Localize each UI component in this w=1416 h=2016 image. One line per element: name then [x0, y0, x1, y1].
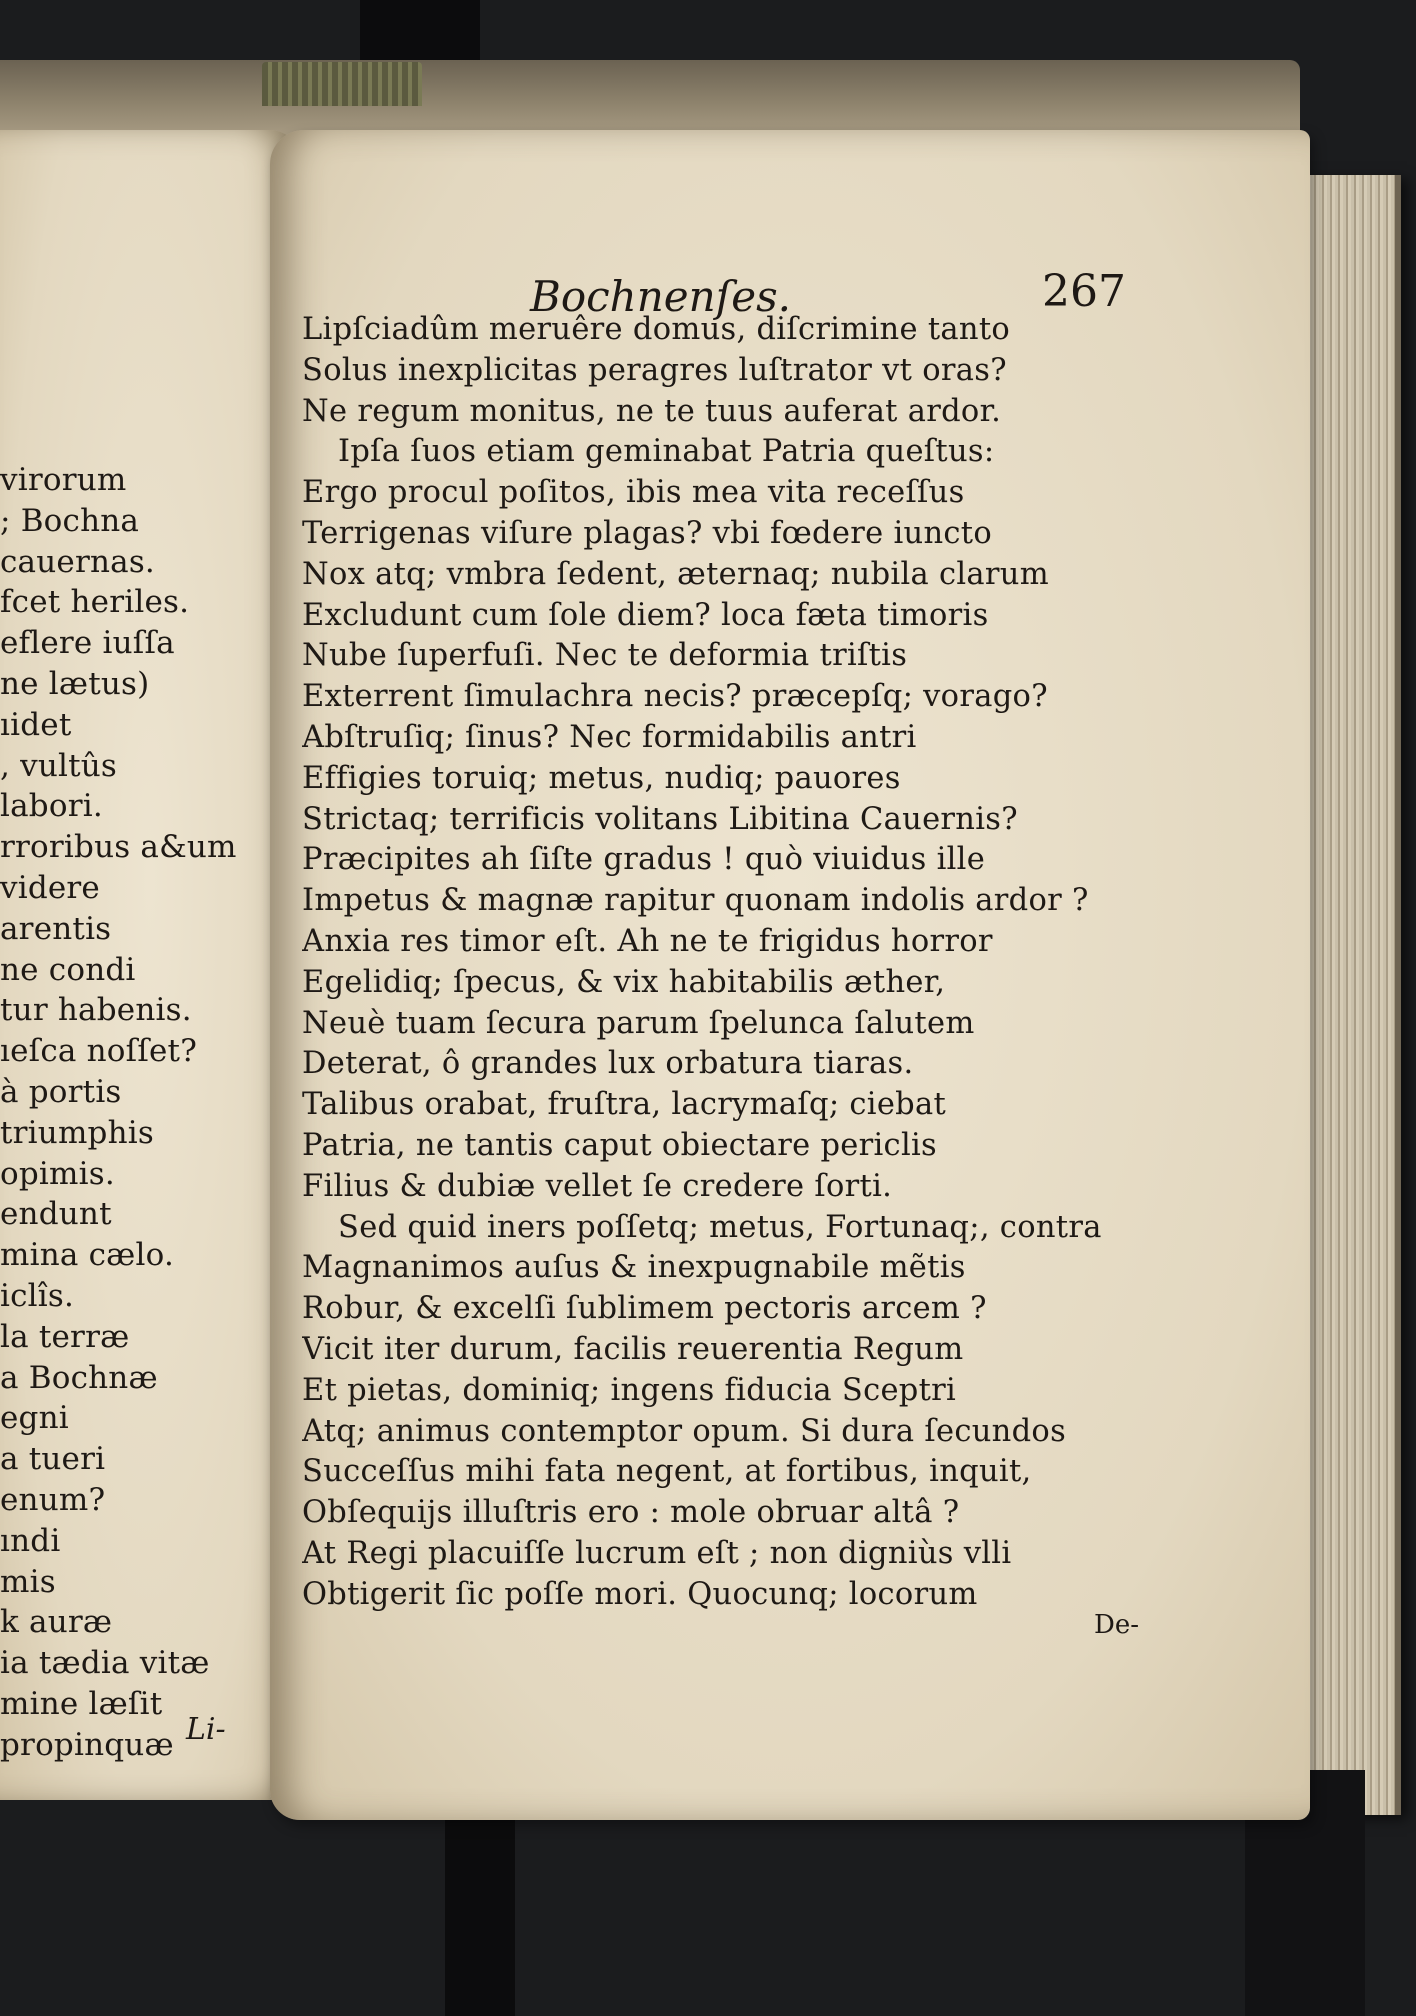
text-line: enum? [0, 1481, 106, 1518]
verse-line: Obſequijs illuſtris ero : mole obruar altâ ? [302, 1495, 960, 1531]
verse-line: Egelidiq; ſpecus, & vix habitabilis æther, [302, 964, 946, 1000]
text-line: rroribus a&um [0, 829, 237, 866]
text-line: fcet heriles. [0, 584, 190, 621]
text-line: cauernas. [0, 543, 155, 580]
verse-line: Talibus orabat, fruſtra, lacrymaſq; ciebat [302, 1087, 947, 1123]
text-line: ındi [0, 1522, 61, 1559]
text-line: a tueri [0, 1441, 106, 1478]
verse-line: Lipſciadûm meruêre domus, diſcrimine tanto [302, 312, 1011, 347]
text-line: ; Bochna [0, 502, 140, 539]
verse-line: Effigies toruiq; metus, nudiq; pauores [302, 760, 901, 796]
text-line: endunt [0, 1196, 112, 1233]
verse-line: Anxia res timor eſt. Ah ne te frigidus horror [302, 923, 993, 959]
verse-line: Deterat, ô grandes lux orbatura tiaras. [302, 1046, 914, 1082]
verse-line: Succeſſus mihi fata negent, at fortibus, inquit, [302, 1454, 1032, 1490]
verse-line: Nox atq; vmbra ſedent, æternaq; nubila clarum [302, 556, 1049, 592]
text-line: eflere iuſſa [0, 625, 175, 662]
text-line: ıeſca noſſet? [0, 1033, 198, 1070]
text-line: videre [0, 869, 100, 906]
text-line: la terræ [0, 1318, 130, 1355]
text-line: a Bochnæ [0, 1359, 158, 1396]
verse-line: Solus inexplicitas peragres luſtrator vt oras? [302, 352, 1007, 388]
text-line: tur habenis. [0, 992, 192, 1029]
text-line: à portis [0, 1073, 122, 1110]
page-number: 267 [1042, 266, 1126, 317]
right-page-text [302, 310, 1162, 1616]
headband [262, 62, 422, 106]
verse-line: Magnanimos auſus & inexpugnabile mẽtis [302, 1250, 966, 1286]
verse-line: Robur, & excelſi ſublimem pectoris arcem ? [302, 1291, 987, 1327]
text-line: mine læſit [0, 1685, 163, 1722]
verse-line: Abſtruſiq; ſinus? Nec formidabilis antri [302, 719, 917, 755]
text-line: propinquæ [0, 1726, 174, 1763]
text-line: mis [0, 1563, 56, 1600]
verse-line: Ne regum monitus, ne te tuus auferat ardor. [302, 393, 1002, 429]
verse-line: Excludunt cum ſole diem? loca fæta timoris [302, 597, 989, 633]
verse-line: Exterrent ſimulachra necis? præcepſq; vorago? [302, 679, 1048, 715]
verse-line: Filius & dubiæ vellet ſe credere ſorti. [302, 1168, 893, 1204]
verse-line: Præcipites ah ſiſte gradus ! quò viuidus ille [302, 842, 986, 878]
text-line: ia tædia vitæ [0, 1645, 210, 1682]
verse-line: Terrigenas viſure plagas? vbi fœdere iuncto [302, 515, 992, 551]
verse-line: Strictaq; terrificis volitans Libitina Cauernis? [302, 801, 1018, 837]
text-line: virorum [0, 462, 127, 498]
verse-line: Sed quid iners poſſetq; metus, Fortunaq;, contra [338, 1209, 1102, 1245]
text-line: opimis. [0, 1155, 115, 1192]
text-line: labori. [0, 788, 103, 825]
verse-line: Neuè tuam ſecura parum ſpelunca ſalutem [302, 1005, 975, 1041]
text-line: ne condi [0, 951, 136, 988]
verse-line: Obtigerit ſic poſſe mori. Quocunq; locorum [302, 1576, 978, 1612]
left-page [0, 130, 300, 1800]
text-line: , vultûs [0, 747, 118, 784]
text-line: ne lætus) [0, 665, 150, 702]
left-page-text [0, 460, 270, 1766]
verse-line: Et pietas, dominiq; ingens fiducia Sceptri [302, 1372, 957, 1408]
text-line: egni [0, 1400, 69, 1437]
verse-line: Ergo procul poſitos, ibis mea vita receſſus [302, 475, 965, 511]
verse-line: At Regi placuiſſe lucrum eſt ; non digniùs vlli [302, 1535, 1012, 1571]
verse-line: Vicit iter durum, facilis reuerentia Regum [302, 1331, 964, 1367]
text-line: ıidet [0, 706, 72, 743]
text-line: triumphis [0, 1114, 154, 1151]
verse-line: Nube ſuperfuſi. Nec te deformia triſtis [302, 638, 908, 674]
text-line: k auræ [0, 1604, 113, 1641]
verse-line: Ipſa ſuos etiam geminabat Patria queſtus: [338, 434, 995, 470]
verse-line: Impetus & magnæ rapitur quonam indolis ardor ? [302, 883, 1089, 919]
text-line: iclîs. [0, 1277, 75, 1314]
verse-line: Atq; animus contemptor opum. Si dura ſecundos [302, 1413, 1067, 1449]
text-line: arentis [0, 910, 112, 947]
running-head: Bochnenſes. [530, 272, 791, 321]
text-line: mina cælo. [0, 1237, 174, 1274]
left-catchword: Li- [186, 1712, 226, 1747]
verse-line: Patria, ne tantis caput obiectare periclis [302, 1127, 938, 1163]
right-catchword: De- [1094, 1610, 1140, 1640]
